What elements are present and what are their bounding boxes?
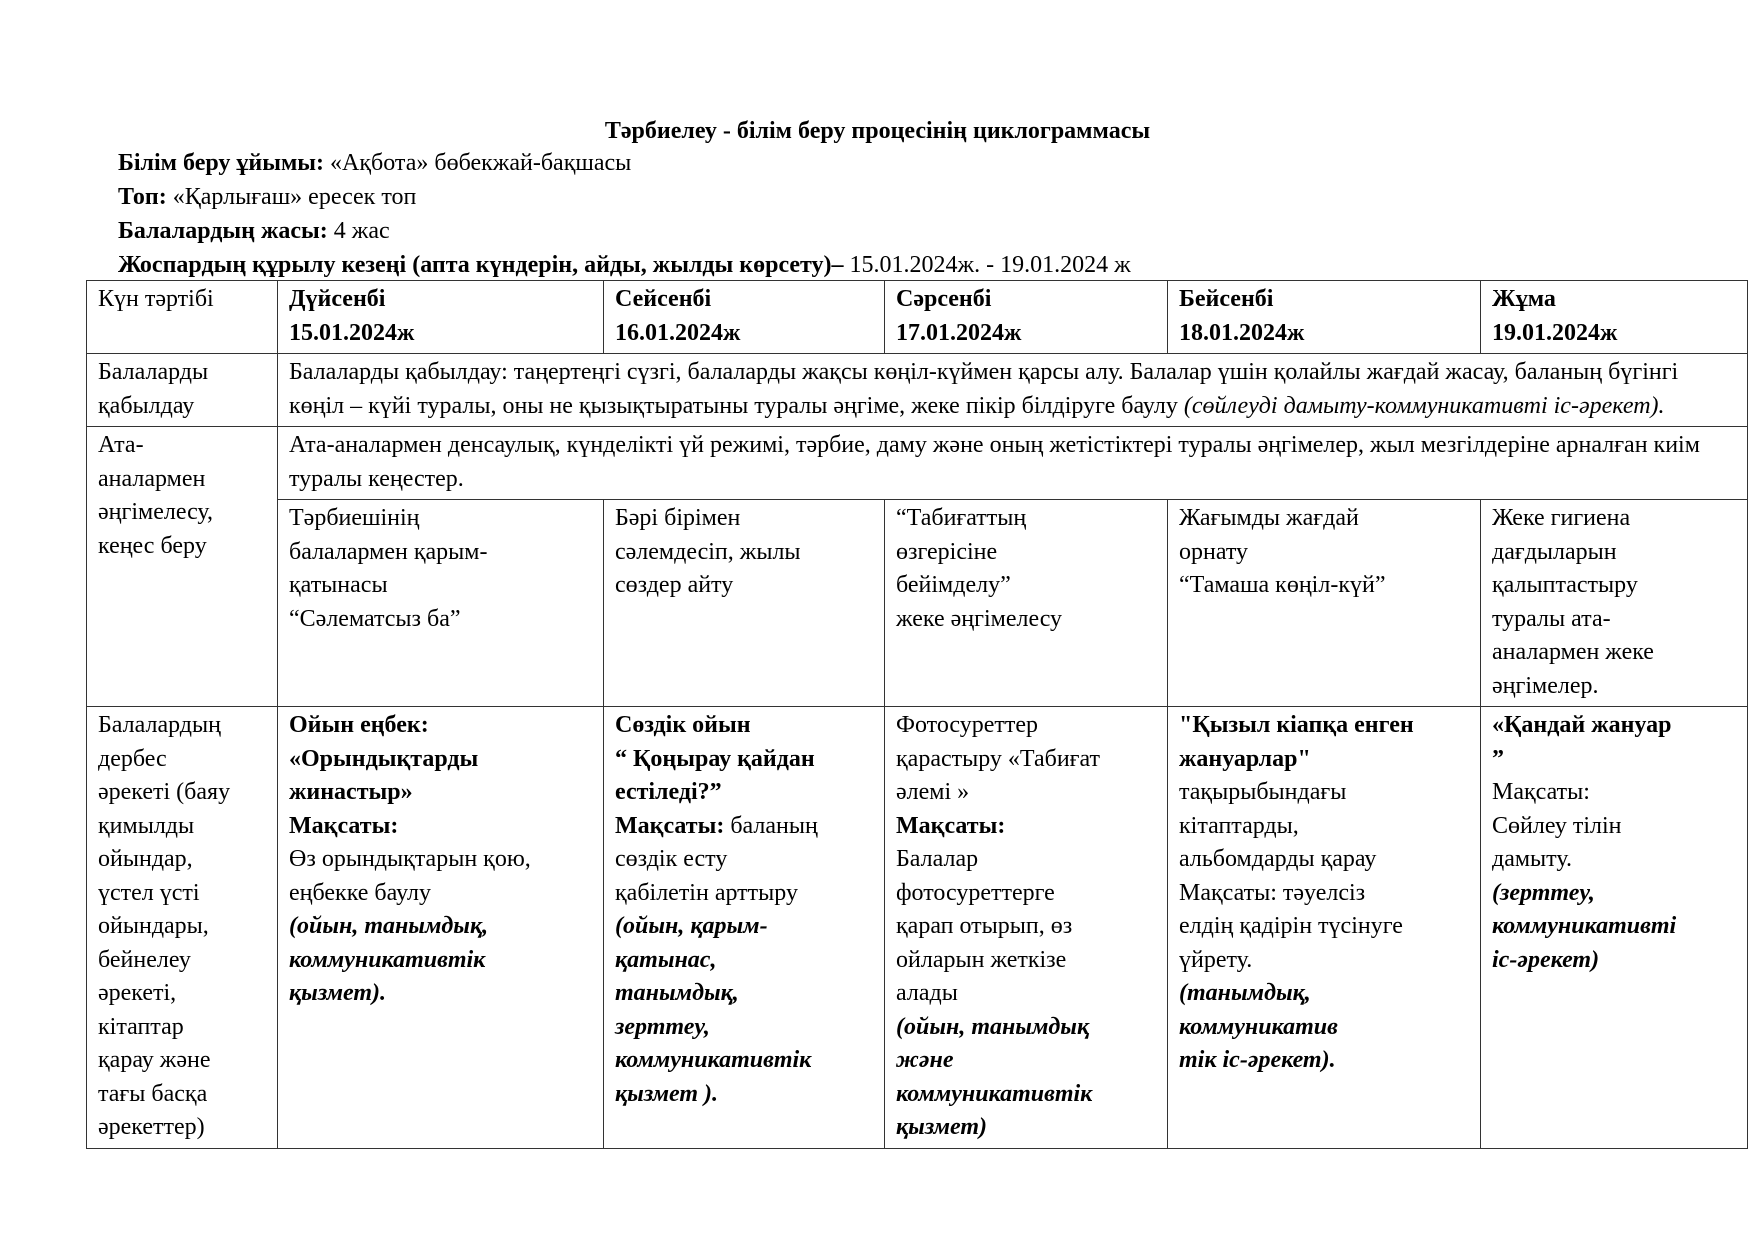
parents-friday: Жеке гигиена дағдыларын қалыптастыру туралы ата- аналармен жеке әңгімелер.	[1481, 500, 1748, 707]
activity-intro: Фотосуреттер қарастыру «Табиғат әлемі »	[896, 712, 1101, 805]
reception-row	[87, 354, 1748, 427]
plan-line	[118, 248, 1131, 282]
day-name: Сәрсенбі	[896, 286, 992, 312]
activity-tuesday	[604, 707, 885, 1149]
document-title: Тәрбиелеу - білім беру процесінің циклограммасы	[604, 118, 1151, 144]
age-value: 4 жас	[327, 218, 390, 244]
day-date: 15.01.2024ж	[289, 319, 415, 346]
parents-row-general	[87, 427, 1748, 500]
age-label: Балалардың жасы:	[118, 218, 328, 244]
plan-label: Жоспардың құрылу кезеңі (апта күндерін, айды, жылды көрсету)–	[118, 252, 844, 278]
day-name: Дүйсенбі	[289, 286, 386, 312]
group-line	[118, 180, 1131, 214]
reception-note: (сөйлеуді дамыту-коммуникативті іс-әрекет).	[1183, 392, 1665, 419]
parents-wednesday: “Табиғаттың өзгерісіне бейімделу” жеке әңгімелесу	[885, 500, 1168, 707]
group-label: Топ:	[118, 184, 167, 210]
day-date: 16.01.2024ж	[615, 319, 741, 346]
parents-label: Ата- аналармен әңгімелесу, кеңес беру	[87, 427, 278, 707]
header-day-monday	[278, 281, 604, 354]
day-date: 17.01.2024ж	[896, 319, 1022, 346]
goal-label: Мақсаты:	[615, 812, 725, 839]
parents-tuesday: Бәрі бірімен сәлемдесіп, жылы сөздер айту	[604, 500, 885, 707]
activity-title: "Қызыл кіапқа енген жануарлар"	[1179, 712, 1414, 772]
parents-monday: Тәрбиешінің балалармен қарым- қатынасы “Сәлематсыз ба”	[278, 500, 604, 707]
plan-value: 15.01.2024ж. - 19.01.2024 ж	[843, 252, 1131, 278]
activity-tags: (ойын, қарым- қатынас, танымдық, зерттеу, коммуникативтік қызмет ).	[615, 913, 812, 1107]
activity-thursday	[1168, 707, 1481, 1149]
parents-thursday: Жағымды жағдай орнату “Тамаша көңіл-күй”	[1168, 500, 1481, 707]
header-day-wednesday	[885, 281, 1168, 354]
header-first-cell: Күн тәртібі	[87, 281, 278, 354]
activity-text: Мақсаты: Сөйлеу тілін дамыту.	[1492, 779, 1622, 872]
activity-monday	[278, 707, 604, 1149]
goal-label: Мақсаты:	[896, 812, 1006, 839]
header-day-tuesday	[604, 281, 885, 354]
activity-text: тақырыбындағы кітаптарды, альбомдарды қарау Мақсаты: тәуелсіз елдің қадірін түсінуге үйрету.	[1179, 779, 1403, 973]
age-line	[118, 214, 1131, 248]
activity-subtitle: “ Қоңырау қайдан естіледі?”	[615, 745, 815, 805]
goal-label: Мақсаты:	[289, 812, 399, 839]
day-name: Жұма	[1492, 286, 1556, 312]
activity-wednesday	[885, 707, 1168, 1149]
activity-tags: (ойын, танымдық, коммуникативтік қызмет).	[289, 913, 489, 1006]
activity-subtitle: «Орындықтарды жинастыр»	[289, 745, 479, 805]
document-meta	[118, 146, 1131, 282]
reception-text-cell	[278, 354, 1748, 427]
parents-row-days	[87, 500, 1748, 707]
goal-text: Өз орындықтарын қою, еңбекке баулу	[289, 846, 531, 906]
activity-tags: (зерттеу, коммуникативті іс-әрекет)	[1492, 879, 1677, 973]
activity-title: Ойын еңбек:	[289, 712, 429, 738]
activity-row	[87, 707, 1748, 1149]
org-label: Білім беру ұйымы:	[118, 150, 325, 176]
parents-general: Ата-аналармен денсаулық, күнделікті үй режимі, тәрбие, даму және оның жетістіктері туралы әңгімелер, жыл мезгілдеріне арналған киім туралы кеңестер.	[278, 427, 1748, 500]
org-line	[118, 146, 1131, 180]
header-day-friday	[1481, 281, 1748, 354]
activity-friday	[1481, 707, 1748, 1149]
reception-text: Балаларды қабылдау: таңертеңгі сүзгі, балаларды жақсы көңіл-күймен қарсы алу. Балалар үшін қолайлы жағдай жасау, баланың бүгінгі көңіл – күйі туралы, оны не қызықтыратыны туралы әңгіме, жеке пікір білдіруге баулу	[289, 359, 1679, 419]
goal-text: баланың сөздік есту қабілетін арттыру	[615, 812, 818, 906]
activity-tags: (ойын, танымдық және коммуникативтік қызмет)	[896, 1013, 1093, 1140]
day-date: 18.01.2024ж	[1179, 319, 1305, 346]
activity-tags: (танымдық, коммуникатив тік іс-әрекет).	[1179, 980, 1338, 1073]
schedule-table	[86, 280, 1748, 1149]
day-name: Бейсенбі	[1179, 286, 1274, 312]
activity-title: «Қандай жануар ”	[1492, 712, 1672, 772]
activity-label: Балалардың дербес әрекеті (баяу қимылды ойындар, үстел үсті ойындары, бейнелеу әрекеті, кітаптар қарау және тағы басқа әрекеттер)	[87, 707, 278, 1149]
day-name: Сейсенбі	[615, 286, 712, 312]
header-row	[87, 281, 1748, 354]
header-day-thursday	[1168, 281, 1481, 354]
reception-label: Балаларды қабылдау	[87, 354, 278, 427]
goal-text: Балалар фотосуреттерге қарап отырып, өз ойларын жеткізе алады	[896, 846, 1073, 1006]
day-date: 19.01.2024ж	[1492, 319, 1618, 346]
org-value: «Ақбота» бөбекжай-бақшасы	[324, 150, 632, 176]
activity-title: Сөздік ойын	[615, 712, 751, 738]
group-value: «Қарлығаш» ересек топ	[166, 184, 417, 210]
